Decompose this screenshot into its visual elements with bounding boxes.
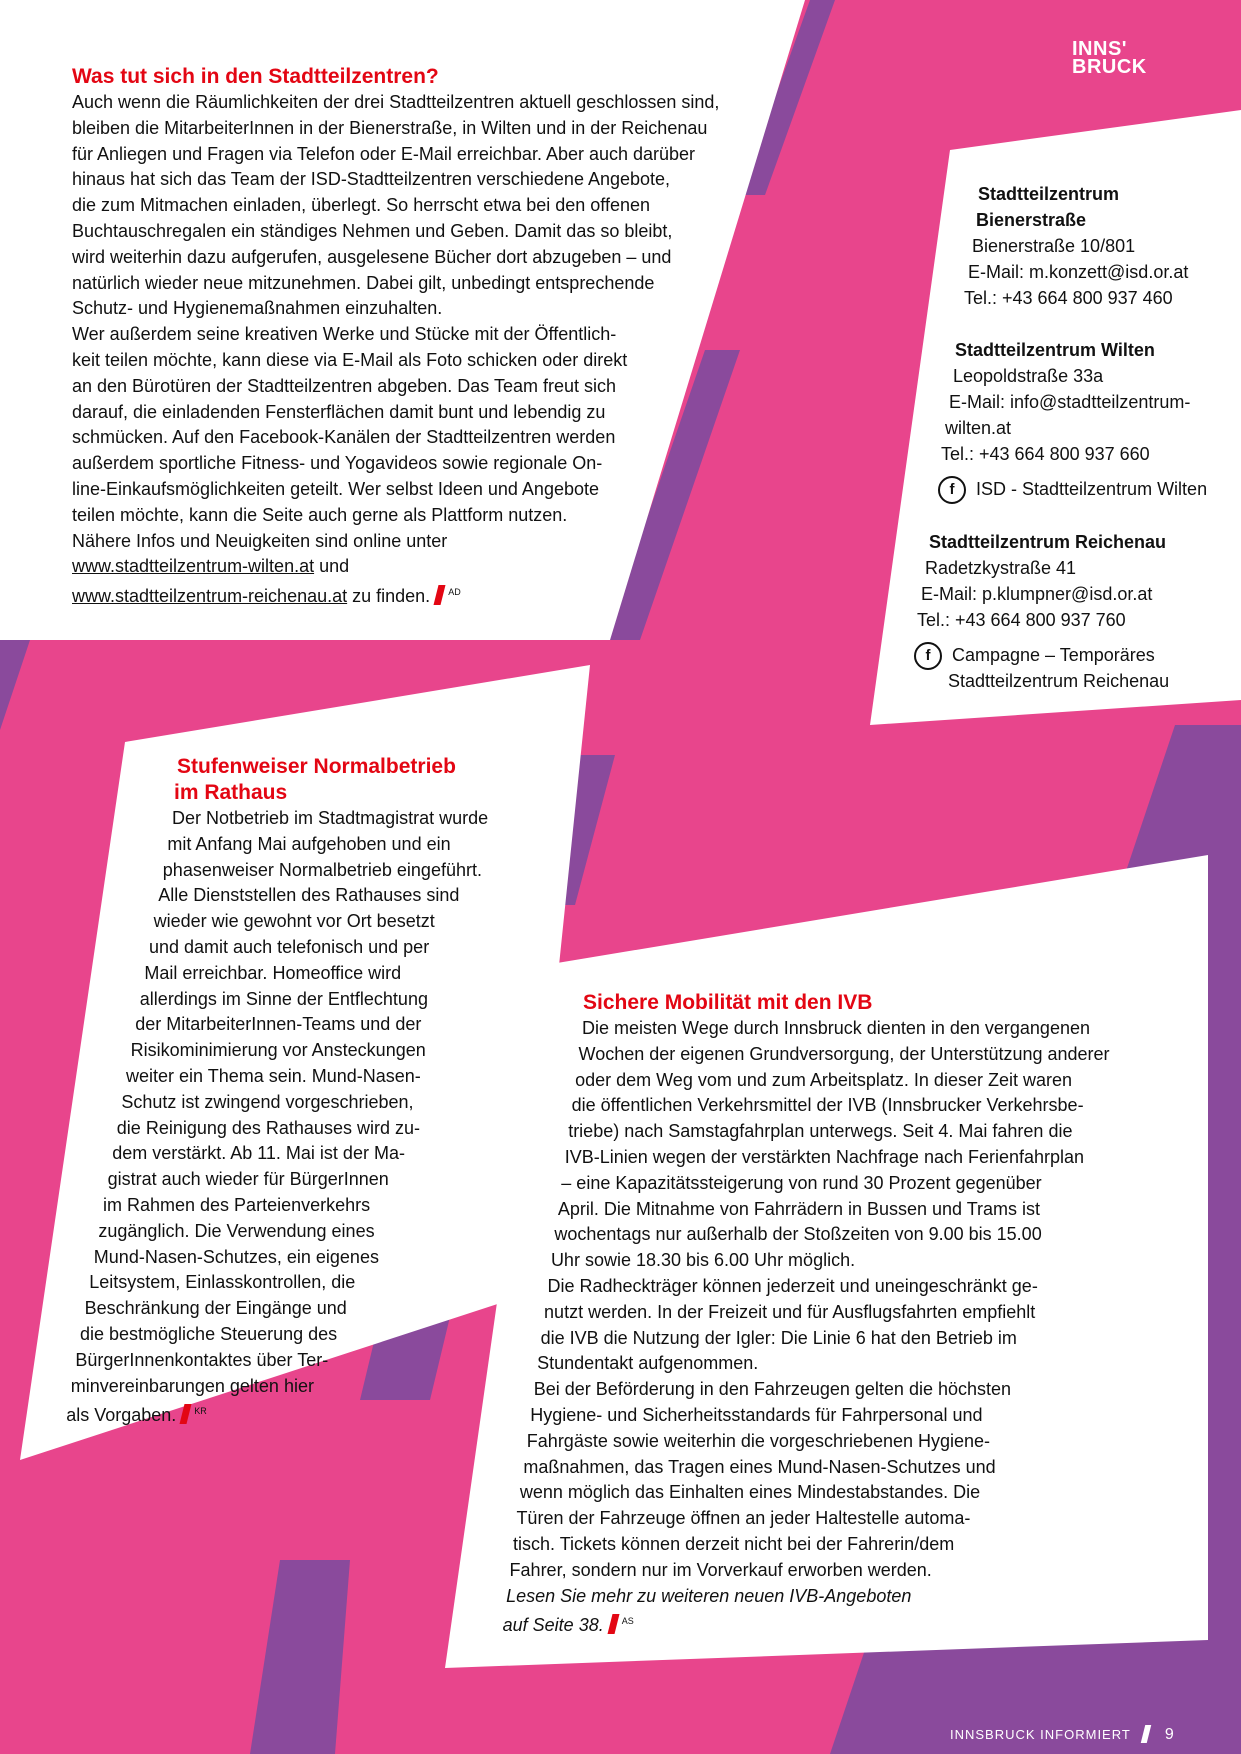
article-rathaus: Stufenweiser Normalbetrieb im Rathaus Der Notbetrieb im Stadtmagistrat wurde mit Anfang Mai aufgehoben und ein phasenweiser Normalbetrieb eingeführt. Alle Dienststellen des Rathauses sind wieder wie gewohnt vor Ort besetzt und damit auch telefonisch und per Mail erreichbar. Homeoffice wird allerdings im Sinne der Entflechtung der MitarbeiterInnen-Teams und der Risikominimierung vor Ansteckungen weiter ein Thema sein. Mund-Nasen- Schutz ist zwingend vorgeschrieben, die Reinigung des Rathauses wird zu- dem verstärkt. Ab 11. Mai ist der Ma- gistrat auch wieder für BürgerInnen im Rahmen des Parteienverkehrs zugänglich. Die Verwendung eines Mund-Nasen-Schutzes, ein eigenes Leitsystem, Einlasskontrollen, die Beschränkung der Eingänge und die bestmögliche Steuerung des BürgerInnenkontaktes über Ter- minvereinbarungen gelten hier als Vorgaben. $^{KR}$ xyxy=(0,754,488,1429)
email-wilten: E-Mail: info@stadtteilzentrum- xyxy=(949,392,1191,412)
text-line: line-Einkaufsmöglichkeiten geteilt. Wer selbst Ideen und Angebote xyxy=(72,478,599,499)
text-line: zugänglich. Die Verwendung eines xyxy=(98,1220,375,1241)
text-line: IVB-Linien wegen der verstärkten Nachfrage nach Ferienfahrplan xyxy=(564,1146,1085,1167)
text-line: der MitarbeiterInnen-Teams und der xyxy=(135,1014,422,1035)
text-line: Wochen der eigenen Grundversorgung, der Unterstützung anderer xyxy=(578,1043,1110,1064)
text-line: wird weiterhin dazu aufgerufen, ausgelesene Bücher dort abzugeben – und xyxy=(72,246,672,267)
text-line: weiter ein Thema sein. Mund-Nasen- xyxy=(126,1065,421,1086)
article-body xyxy=(72,90,719,554)
text-line: Auch wenn die Räumlichkeiten der drei Stadtteilzentren aktuell geschlossen sind, xyxy=(72,92,720,112)
text-line: die bestmögliche Steuerung des xyxy=(80,1323,338,1344)
text-line: April. Die Mitnahme von Fahrrädern in Bussen und Trams ist xyxy=(557,1198,1041,1219)
text-line: Stundentakt aufgenommen. xyxy=(537,1353,759,1374)
text-line: die zum Mitmachen einladen, überlegt. So herrscht etwa bei den offenen xyxy=(72,195,651,216)
text-line: oder dem Weg vom und zum Arbeitsplatz. In dieser Zeit waren xyxy=(575,1069,1072,1090)
text-line: darauf, die einladenden Fensterflächen damit bunt und lebendig zu xyxy=(72,401,606,422)
text-line: Schutz ist zwingend vorgeschrieben, xyxy=(121,1091,414,1112)
text-line: Risikominimierung vor Ansteckungen xyxy=(130,1040,426,1061)
phone-bienerstrasse: Tel.: +43 664 800 937 460 xyxy=(964,288,1173,308)
text-line: Leitsystem, Einlasskontrollen, die xyxy=(89,1272,356,1293)
text-line: Wer außerdem seine kreativen Werke und Stücke mit der Öffentlich- xyxy=(72,324,617,345)
text-line: teilen möchte, kann die Seite auch gerne als Plattform nutzen. xyxy=(72,504,568,525)
text-line: Bei der Beförderung in den Fahrzeugen gelten die höchsten xyxy=(533,1379,1012,1400)
text-line: dem verstärkt. Ab 11. Mai ist der Ma- xyxy=(112,1143,405,1164)
facebook-icon: f xyxy=(914,642,942,670)
innsbruck-logo: INNS' BRUCK xyxy=(1072,38,1147,78)
text-line: Buchtauschregalen ein ständiges Nehmen und Geben. Damit das so bleibt, xyxy=(72,220,673,241)
text-line: allerdings im Sinne der Entflechtung xyxy=(139,988,428,1009)
link-wilten[interactable]: www.stadtteilzentrum-wilten.at xyxy=(72,556,315,577)
text-line: außerdem sportliche Fitness- und Yogavideos sowie regionale On- xyxy=(72,453,603,474)
text-line: im Rahmen des Parteienverkehrs xyxy=(103,1194,371,1215)
text-line: Der Notbetrieb im Stadtmagistrat wurde xyxy=(172,808,489,828)
text-line: tisch. Tickets können derzeit nicht bei der Fahrerin/dem xyxy=(513,1533,955,1554)
article-title: Stufenweiser Normalbetrieb xyxy=(177,755,456,778)
text-line: Nähere Infos und Neuigkeiten sind online unter xyxy=(72,530,448,551)
text-line: minvereinbarungen gelten hier xyxy=(70,1375,314,1396)
article-title: Sichere Mobilität mit den IVB xyxy=(583,991,873,1014)
text-line: Alle Dienststellen des Rathauses sind xyxy=(158,885,460,906)
text-line: Fahrer, sondern nur im Vorverkauf erworben werden. xyxy=(509,1559,932,1580)
article-stadtteilzentren: Was tut sich in den Stadtteilzentren? Auch wenn die Räumlichkeiten der drei Stadtteilzentren aktuell geschlossen sind, bleiben die MitarbeiterInnen in der Bienerstraße, in Wilten und in der Reichenau für Anliegen und Fragen via Telefon oder E-Mail erreichbar. Aber auch darüber hinaus hat sich das Team der ISD-Stadtteilzentren verschiedene Angebote, die zum Mitmachen einladen, überlegt. So herrscht etwa bei den offenen Buchtauschregalen ein ständiges Nehmen und Geben. Damit das so bleibt, wird weiterhin dazu aufgerufen, ausgelesene Bücher dort abzugeben – und natürlich wieder neue mitzunehmen. Dabei gilt, unbedingt entsprechende Schutz- und Hygienemaßnahmen einzuhalten. Wer außerdem seine kreativen Werke und Stücke mit der Öffentlich- keit teilen möchte, kann diese via E-Mail als Foto schicken oder direkt an den Bürotüren der Stadtteilzentren abgeben. Das Team freut sich darauf, die einladenden Fensterflächen damit bunt und lebendig zu schmücken. Auf den Facebook-Kanälen der Stadtteilzentren werden außerdem sportliche Fitness- und Yogavideos sowie regionale On- line-Einkaufsmöglichkeiten geteilt. Wer selbst Ideen und Angebote teilen möchte, kann die Seite auch gerne als Plattform nutzen. Nähere Infos und Neuigkeiten sind online unter www.stadtteilzentrum-wilten.at und www.stadtteilzentrum-reichenau.at zu finden. $^{AD}$ xyxy=(72,65,720,607)
text-line: die IVB die Nutzung der Igler: Die Linie 6 hat den Betrieb im xyxy=(540,1327,1017,1348)
text-line: bleiben die MitarbeiterInnen in der Bienerstraße, in Wilten und in der Reichenau xyxy=(72,117,708,138)
text-line: Uhr sowie 18.30 bis 6.00 Uhr möglich. xyxy=(550,1250,856,1271)
text-line: Türen der Fahrzeuge öffnen an jeder Haltestelle automa- xyxy=(516,1508,971,1529)
text-line: natürlich wieder neue mitzunehmen. Dabei gilt, unbedingt entsprechende xyxy=(72,272,655,293)
text-line: BürgerInnenkontaktes über Ter- xyxy=(75,1349,329,1370)
center-bienerstrasse: Stadtteilzentrum xyxy=(978,184,1120,204)
link-reichenau[interactable]: www.stadtteilzentrum-reichenau.at xyxy=(72,586,348,607)
read-more-line: Lesen Sie mehr zu weiteren neuen IVB-Angeboten xyxy=(506,1585,912,1606)
text-line: – eine Kapazitätssteigerung von rund 30 Prozent gegenüber xyxy=(561,1172,1042,1193)
email-bienerstrasse: E-Mail: m.konzett@isd.or.at xyxy=(968,262,1189,282)
text-line: Die meisten Wege durch Innsbruck dienten in den vergangenen xyxy=(582,1018,1090,1038)
phone-wilten: Tel.: +43 664 800 937 660 xyxy=(941,444,1150,464)
text-line: gistrat auch wieder für BürgerInnen xyxy=(107,1169,389,1190)
text-line: Fahrgäste sowie weiterhin die vorgeschriebenen Hygiene- xyxy=(526,1430,991,1451)
text-line: für Anliegen und Fragen via Telefon oder E-Mail erreichbar. Aber auch darüber xyxy=(72,143,696,164)
text-line: phasenweiser Normalbetrieb eingeführt. xyxy=(162,859,482,880)
text-line: triebe) nach Samstagfahrplan unterwegs. Seit 4. Mai fahren die xyxy=(568,1121,1073,1142)
signature-mark xyxy=(607,1614,619,1634)
text-line: Die Radheckträger können jederzeit und uneingeschränkt ge- xyxy=(547,1275,1038,1296)
text-line: maßnahmen, das Tragen eines Mund-Nasen-Schutzes und xyxy=(523,1456,996,1477)
text-line: wochentags nur außerhalb der Stoßzeiten von 9.00 bis 15.00 xyxy=(554,1224,1042,1245)
author-initials: AD xyxy=(448,587,461,598)
phone-reichenau: Tel.: +43 664 800 937 760 xyxy=(917,610,1126,630)
footer-mark xyxy=(1141,1725,1151,1743)
center-reichenau: Stadtteilzentrum Reichenau xyxy=(929,532,1167,552)
text-line: an den Bürotüren der Stadtteilzentren abgeben. Das Team freut sich xyxy=(72,375,617,396)
text-line: mit Anfang Mai aufgehoben und ein xyxy=(167,833,451,854)
page-number: 9 xyxy=(1164,1726,1174,1743)
signature-mark xyxy=(434,585,446,605)
page-footer xyxy=(950,1725,1174,1744)
article-ivb xyxy=(0,990,1110,1639)
text-line: die Reinigung des Rathauses wird zu- xyxy=(116,1117,420,1138)
article-title: Was tut sich in den Stadtteilzentren? xyxy=(72,65,439,88)
email-reichenau: E-Mail: p.klumpner@isd.or.at xyxy=(921,584,1153,604)
footer-label: INNSBRUCK INFORMIERT xyxy=(950,1727,1131,1742)
facebook-reichenau[interactable]: f Campagne – Temporäres xyxy=(914,642,1155,670)
text-line: wenn möglich das Einhalten eines Mindestabstandes. Die xyxy=(519,1482,981,1503)
text-line: hinaus hat sich das Team der ISD-Stadtteilzentren verschiedene Angebote, xyxy=(72,169,671,190)
facebook-icon: f xyxy=(938,476,966,504)
text-line: als Vorgaben. xyxy=(66,1405,177,1426)
article-body: Die meisten Wege durch Innsbruck dienten in den vergangenen Wochen der eigenen Grundversorgung, der Unterstützung anderer oder dem Weg vom und zum Arbeitsplatz. In dieser Zeit waren die öffentlichen Verkehrsmittel der IVB (Innsbrucker Verkehrsbe- triebe) nach Samstagfahrplan unterwegs. Seit 4. Mai fahren die IVB-Linien wegen der verstärkten Nachfrage nach Ferienfahrplan – eine Kapazitätssteigerung von rund 30 Prozent gegenüber April. Die Mitnahme von Fahrrädern in Bussen und Trams ist wochentags nur außerhalb der Stoßzeiten von 9.00 bis 15.00 Uhr sowie 18.30 bis 6.00 Uhr möglich. Die Radheckträger können jederzeit und uneingeschränkt ge- nutzt werden. In der Freizeit und für Ausflugsfahrten empfiehlt die IVB die Nutzung der Igler: Die Linie 6 hat den Betrieb im Stundentakt aufgenommen. Bei der Beförderung in den Fahrzeugen gelten die höchsten Hygiene- und Sicherheitsstandards für Fahrpersonal und Fahrgäste sowie weiterhin die vorgeschriebenen Hygiene- maßnahmen, das Tragen eines Mund-Nasen-Schutzes und wenn möglich das Einhalten eines Mindestabstandes. Die Türen der Fahrzeuge öffnen an jeder Haltestelle automa- tisch. Tickets können derzeit nicht bei der Fahrerin/dem Fahrer, sondern nur im Vorverkauf erworben werden. Lesen Sie mehr zu weiteren neuen IVB-Angeboten auf Seite 38. $^{AS}$ xyxy=(502,1018,1110,1636)
text-line: nutzt werden. In der Freizeit und für Ausflugsfahrten empfiehlt xyxy=(544,1301,1036,1322)
text-line: Mund-Nasen-Schutzes, ein eigenes xyxy=(93,1246,379,1267)
text-line: Schutz- und Hygienemaßnahmen einzuhalten. xyxy=(72,298,443,319)
text-line: wieder wie gewohnt vor Ort besetzt xyxy=(153,911,435,932)
text-line: und damit auch telefonisch und per xyxy=(149,936,430,957)
text-line: Beschränkung der Eingänge und xyxy=(84,1298,347,1319)
text-line: schmücken. Auf den Facebook-Kanälen der Stadtteilzentren werden xyxy=(72,427,616,448)
text-line: Mail erreichbar. Homeoffice wird xyxy=(144,962,402,983)
author-initials: AS xyxy=(621,1616,634,1627)
text-line: Hygiene- und Sicherheitsstandards für Fahrpersonal und xyxy=(530,1404,983,1425)
facebook-wilten[interactable]: f ISD - Stadtteilzentrum Wilten xyxy=(938,476,1207,504)
text-line: die öffentlichen Verkehrsmittel der IVB (Innsbrucker Verkehrsbe- xyxy=(571,1095,1084,1116)
text-line: keit teilen möchte, kann diese via E-Mail als Foto schicken oder direkt xyxy=(72,349,628,370)
author-initials: KR xyxy=(194,1406,207,1417)
center-wilten: Stadtteilzentrum Wilten xyxy=(955,340,1155,360)
